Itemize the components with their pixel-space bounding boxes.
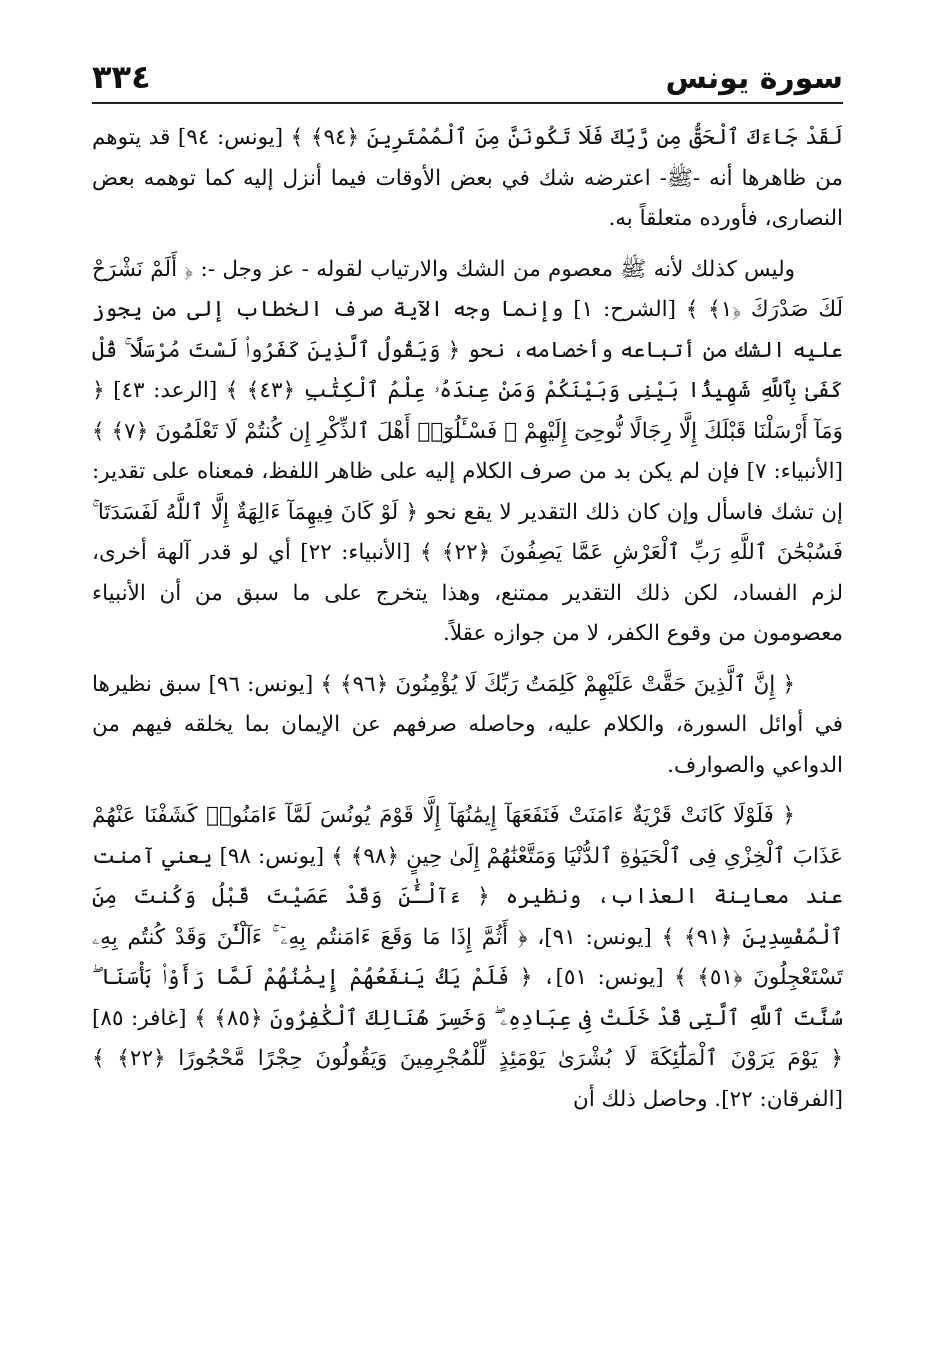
page-number: ٣٣٤ <box>92 58 151 96</box>
page-body <box>92 118 843 1130</box>
surah-title: سورة يونس <box>665 61 843 96</box>
paragraph-1: لَقَدْ جَاءَكَ ٱلْحَقُّ مِن رَّبِّكَ فَلَا تَكُونَنَّ مِنَ ٱلْمُمْتَرِينَ ﴿٩٤﴾ ﴾ [يونس: ٩٤] قد يتوهم من ظاهرها أنه -ﷺ- اعترضه شك في بعض الأوقات فيما أنزل إليه كما توهمه بعض النصارى، فأورده متعلقاً به. <box>92 125 843 231</box>
paragraph-4: ﴿ فَلَوْلَا كَانَتْ قَرْيَةٌ ءَامَنَتْ فَنَفَعَهَآ إِيمَٰنُهَآ إِلَّا قَوْمَ يُونُسَ لَمَّآ ءَامَنُوا۟ كَشَفْنَا عَنْهُمْ عَذَابَ ٱلْخِزْىِ فِى ٱلْحَيَوٰةِ ٱلدُّنْيَا وَمَتَّعْنَٰهُمْ إِلَىٰ حِينٍ ﴿٩٨﴾ ﴾ [يونس: ٩٨] يعني آمنت عند معاينة العذاب، ونظيره ﴿ ءَآلْـَٰٔنَ وَقَدْ عَصَيْتَ قَبْلُ وَكُنتَ مِنَ ٱلْمُفْسِدِينَ ﴿٩١﴾ ﴾ [يونس: ٩١]، ﴿ أَثُمَّ إِذَا مَا وَقَعَ ءَامَنتُم بِهِۦٓ ۚ ءَآلْـَٰٔنَ وَقَدْ كُنتُم بِهِۦ تَسْتَعْجِلُونَ ﴿٥١﴾ ﴾ [يونس: ٥١]، ﴿ فَلَمْ يَكُ يَنفَعُهُمْ إِيمَٰنُهُمْ لَمَّا رَأَوْا۟ بَأْسَنَا ۖ سُنَّتَ ٱللَّهِ ٱلَّتِى قَدْ خَلَتْ فِى عِبَادِهِۦ ۖ وَخَسِرَ هُنَالِكَ ٱلْكَٰفِرُونَ ﴿٨٥﴾ ﴾ [غافر: ٨٥] ﴿ يَوْمَ يَرَوْنَ ٱلْمَلَٰٓئِكَةَ لَا بُشْرَىٰ يَوْمَئِذٍ لِّلْمُجْرِمِينَ وَيَقُولُونَ حِجْرًا مَّحْجُورًا ﴿٢٢﴾ ﴾ [الفرقان: ٢٢]. وحاصل ذلك أن <box>92 803 844 1112</box>
paragraph-3: ﴿ إِنَّ ٱلَّذِينَ حَقَّتْ عَلَيْهِمْ كَلِمَتُ رَبِّكَ لَا يُؤْمِنُونَ ﴿٩٦﴾ ﴾ [يونس: ٩٦] سبق نظيرها في أوائل السورة، والكلام عليه، وحاصله صرفهم عن الإيمان بما يخلقه فيهم من الدواعي والصوارف. <box>92 671 843 778</box>
header-rule <box>92 102 843 104</box>
page-header <box>92 56 843 96</box>
paragraph-2: وليس كذلك لأنه ﷺ معصوم من الشك والارتياب لقوله - عز وجل -: ﴿ أَلَمْ نَشْرَحْ لَكَ صَدْرَكَ ﴿١﴾ ﴾ [الشرح: ١] وإنما وجه الآية صرف الخطاب إلى من يجوز عليه الشك من أتباعه وأخصامه، نحو ﴿ وَيَقُولُ ٱلَّذِينَ كَفَرُوا۟ لَسْتَ مُرْسَلًا ۚ قُلْ كَفَىٰ بِٱللَّهِ شَهِيدًۢا بَيْنِى وَبَيْنَكُمْ وَمَنْ عِندَهُۥ عِلْمُ ٱلْكِتَٰبِ ﴿٤٣﴾ ﴾ [الرعد: ٤٣] ﴿ وَمَآ أَرْسَلْنَا قَبْلَكَ إِلَّا رِجَالًا نُّوحِىٓ إِلَيْهِمْ ۚ فَسْـَٔلُوٓا۟ أَهْلَ ٱلذِّكْرِ إِن كُنتُمْ لَا تَعْلَمُونَ ﴿٧﴾ ﴾ [الأنبياء: ٧] فإن لم يكن بد من صرف الكلام إليه على ظاهر اللفظ، فمعناه على تقدير: إن تشك فاسأل وإن كان ذلك التقدير لا يقع نحو ﴿ لَوْ كَانَ فِيهِمَآ ءَالِهَةٌ إِلَّا ٱللَّهُ لَفَسَدَتَا ۚ فَسُبْحَٰنَ ٱللَّهِ رَبِّ ٱلْعَرْشِ عَمَّا يَصِفُونَ ﴿٢٢﴾ ﴾ [الأنبياء: ٢٢] أي لو قدر آلهة أخرى، لزم الفساد، لكن ذلك التقدير ممتنع، وهذا يتخرج على ما سبق من أن الأنبياء معصومون من وقوع الكفر، لا من جوازه عقلاً. <box>92 256 843 646</box>
